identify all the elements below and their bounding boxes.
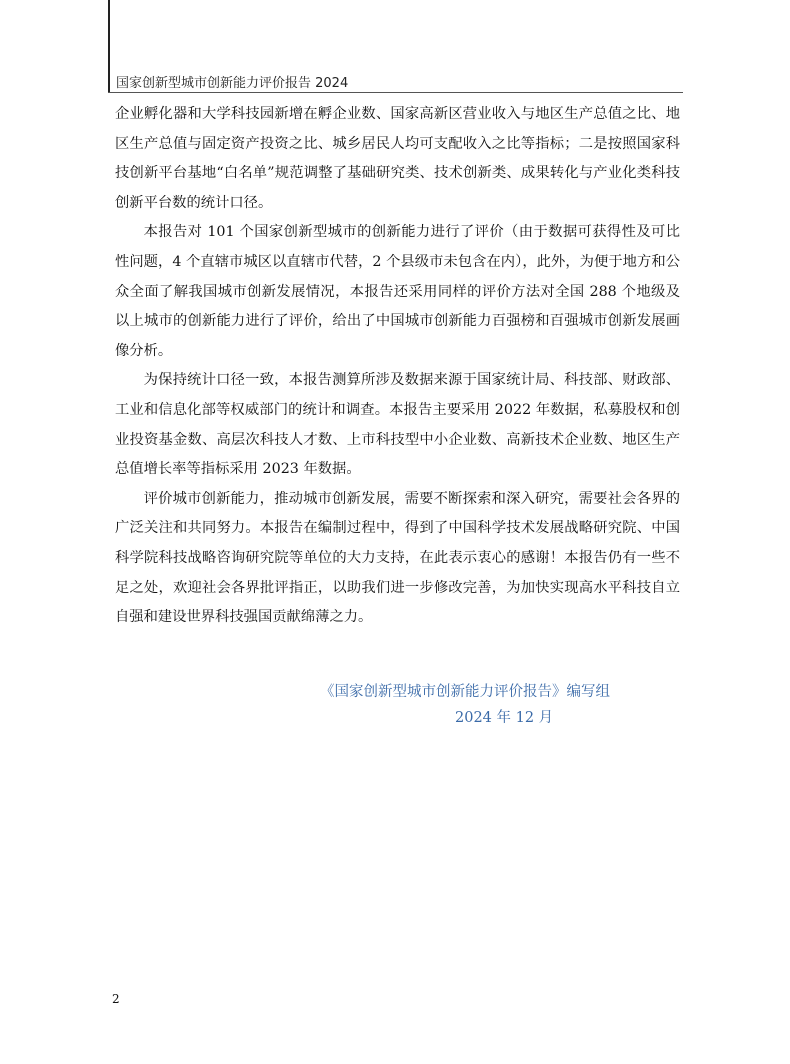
signature-author: 《国家创新型城市创新能力评价报告》编写组: [320, 684, 610, 700]
header-horizontal-rule: [108, 92, 683, 93]
running-header-title: 国家创新型城市创新能力评价报告 2024: [116, 76, 349, 91]
header-vertical-rule: [108, 0, 110, 92]
paragraph-acknowledgement: 评价城市创新能力，推动城市创新发展，需要不断探索和深入研究，需要社会各界的广泛关注和共同努力。本报告在编制过程中，得到了中国科学技术发展战略研究院、中国科学院科技战略咨询研究院等单位的大力支持，在此表示衷心的感谢！本报告仍有一些不足之处，欢迎社会各界批评指正，以助我们进一步修改完善，为加快实现高水平科技自立自强和建设世界科技强国贡献绵薄之力。: [115, 490, 680, 626]
page-number: 2: [112, 992, 120, 1006]
document-body: [115, 100, 680, 633]
paragraph-continuation: 企业孵化器和大学科技园新增在孵企业数、国家高新区营业收入与地区生产总值之比、地区生产总值与固定资产投资之比、城乡居民人均可支配收入之比等指标；二是按照国家科技创新平台基地“白名单”规范调整了基础研究类、技术创新类、成果转化与产业化类科技创新平台数的统计口径。: [115, 106, 680, 211]
paragraph-scope: 本报告对 101 个国家创新型城市的创新能力进行了评价（由于数据可获得性及可比性问题，4 个直辖市城区以直辖市代替，2 个县级市未包含在内），此外，为便于地方和公众全面了解我国城市创新发展情况，本报告还采用同样的评价方法对全国 288 个地级及以上城市的创新能力进行了评价，给出了中国城市创新能力百强榜和百强城市创新发展画像分析。: [115, 224, 680, 359]
signature-date: 2024 年 12 月: [455, 710, 554, 726]
paragraph-data-sources: 为保持统计口径一致，本报告测算所涉及数据来源于国家统计局、科技部、财政部、工业和信息化部等权威部门的统计和调查。本报告主要采用 2022 年数据，私募股权和创业投资基金数、高层次科技人才数、上市科技型中小企业数、高新技术企业数、地区生产总值增长率等指标采用 2023 年数据。: [115, 372, 680, 478]
